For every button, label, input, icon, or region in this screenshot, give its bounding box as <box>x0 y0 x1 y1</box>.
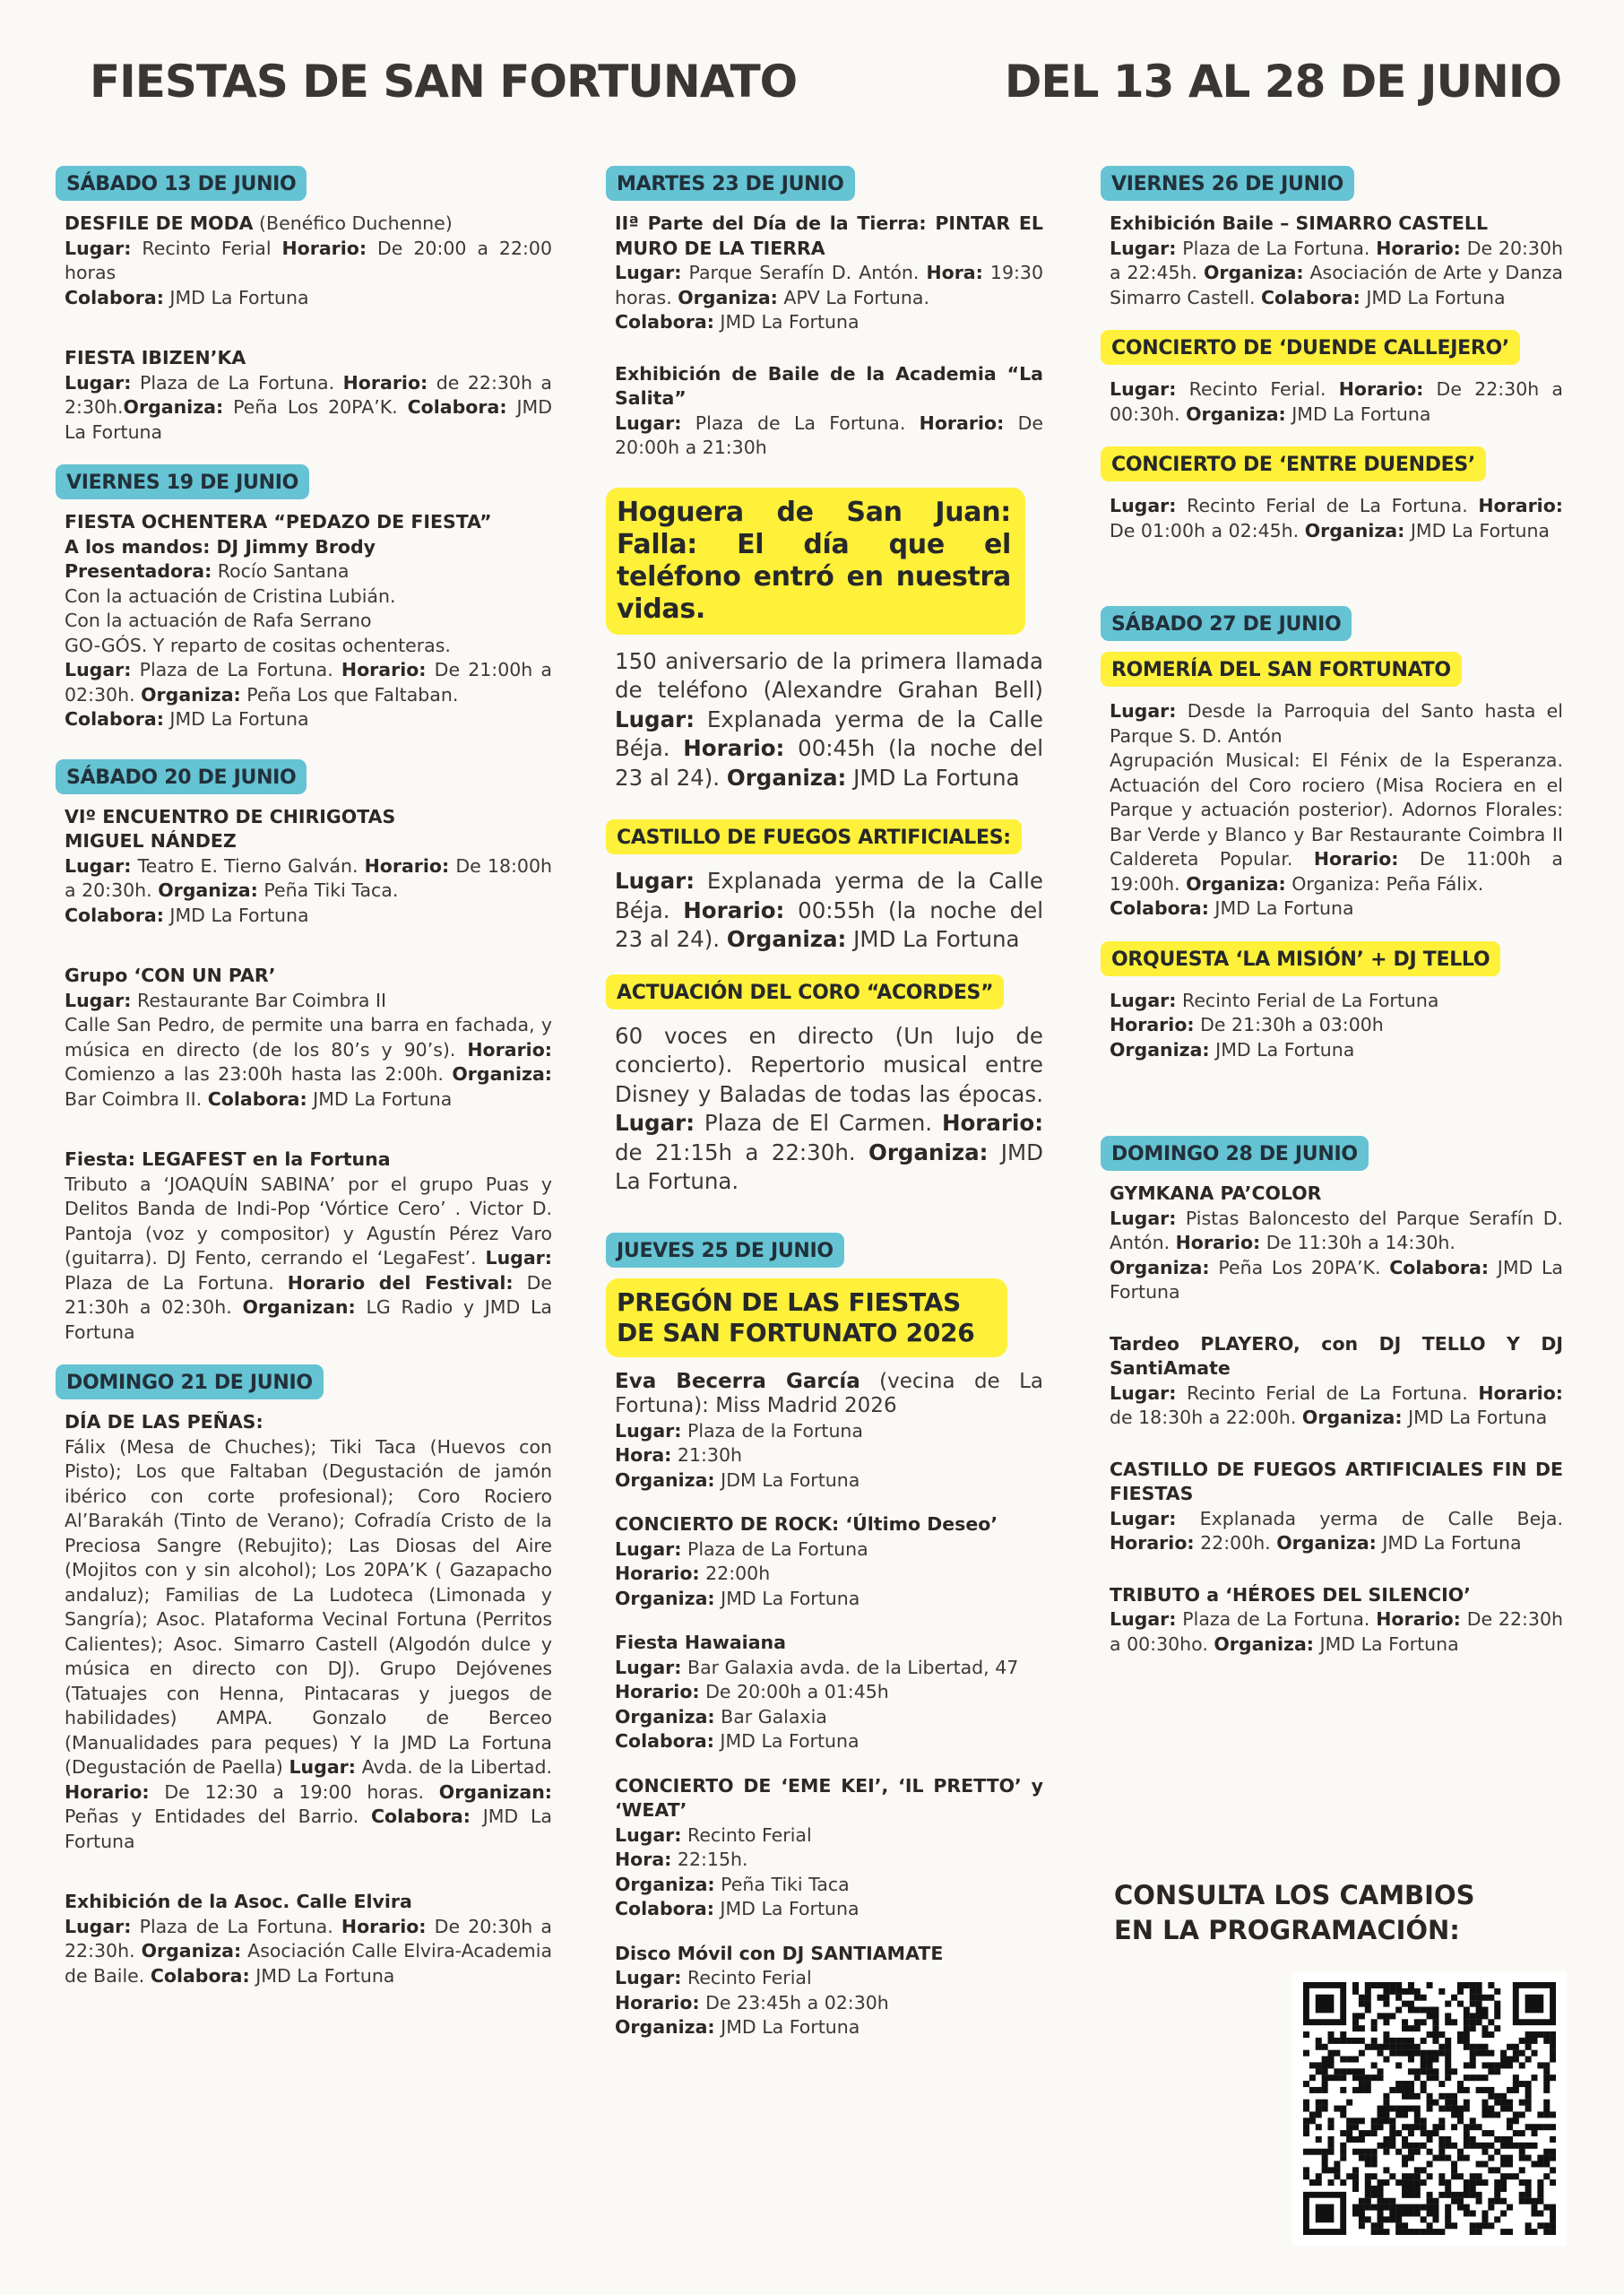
event-title: Fiesta Hawaiana <box>615 1632 786 1653</box>
event-con-un-par: Grupo ‘CON UN PAR’ Lugar: Restaurante Bar Coimbra II Calle San Pedro, de permite una barra en fachada, y música en directo (de los 80’s y 90’s). Horario: Comienzo a las 23:00h hasta las 2:00h. Organiza: Bar Coimbra II. Colabora: JMD La Fortuna <box>65 965 552 1110</box>
tag-castillo-fuegos: CASTILLO DE FUEGOS ARTIFICIALES: <box>606 819 1022 854</box>
tag-pregon: PREGÓN DE LAS FIESTAS DE SAN FORTUNATO 2026 <box>606 1278 1007 1357</box>
event-duende-callejero: Lugar: Recinto Ferial. Horario: De 22:30h a 00:30h. Organiza: JMD La Fortuna <box>1110 378 1563 425</box>
day-header-sabado-13: SÁBADO 13 DE JUNIO <box>56 166 307 201</box>
event-title: CONCIERTO DE ROCK: ‘Último Deseo’ <box>615 1513 998 1535</box>
qr-code-icon[interactable] <box>1292 1971 1567 2246</box>
event-disco-movil: Disco Móvil con DJ SANTIAMATE Lugar: Recinto Ferial Horario: De 23:45h a 02:30h Organiza: JMD La Fortuna <box>615 1942 1043 2040</box>
page-title: FIESTAS DE SAN FORTUNATO <box>90 56 798 108</box>
event-chirigotas: VIº ENCUENTRO DE CHIRIGOTAS MIGUEL NÁNDEZ Lugar: Teatro E. Tierno Galván. Horario: De 18:00h a 20:30h. Organiza: Peña Tiki Taca. Colabora: JMD La Fortuna <box>65 805 552 926</box>
event-fiesta-ochentera: FIESTA OCHENTERA “PEDAZO DE FIESTA” A los mandos: DJ Jimmy Brody Presentadora: Rocío Santana Con la actuación de Cristina Lubián. Con la actuación de Rafa Serrano GO-GÓS. Y reparto de cositas ochenteras. Lugar: Plaza de La Fortuna. Horario: De 21:00h a 02:30h. Organiza: Peña Los que Faltaban. Colabora: JMD La Fortuna <box>65 511 552 730</box>
tag-orquesta-la-mision: ORQUESTA ‘LA MISIÓN’ + DJ TELLO <box>1101 941 1500 976</box>
event-coro: 60 voces en directo (Un lujo de concierto). Repertorio musical entre Disney y Baladas de todas las épocas. Lugar: Plaza de El Carmen. Horario: de 21:15h a 22:30h. Organiza: JMD La Fortuna. <box>615 1022 1043 1194</box>
day-header-viernes-26: VIERNES 26 DE JUNIO <box>1101 166 1354 201</box>
event-castillo: Lugar: Explanada yerma de la Calle Béja. Horario: 00:55h (la noche del 23 al 24). Organiza: JMD La Fortuna <box>615 868 1044 952</box>
event-title: Tardeo PLAYERO, con DJ TELLO Y DJ SantiAmate <box>1110 1332 1563 1379</box>
event-fiesta-hawaiana: Fiesta Hawaiana Lugar: Bar Galaxia avda. de la Libertad, 47 Horario: De 20:00h a 01:45h Organiza: Bar Galaxia Colabora: JMD La Fortuna <box>615 1631 1043 1754</box>
day-header-sabado-20: SÁBADO 20 DE JUNIO <box>56 759 307 794</box>
event-concierto-eme-kei: CONCIERTO DE ‘EME KEI’, ‘IL PRETTO’ y ‘WEAT’ Lugar: Recinto Ferial Hora: 22:15h. Organiza: Peña Tiki Taca Colabora: JMD La Fortuna <box>615 1774 1043 1919</box>
tag-romeria: ROMERÍA DEL SAN FORTUNATO <box>1101 652 1462 687</box>
event-tributo-heroes: TRIBUTO a ‘HÉROES DEL SILENCIO’ Lugar: Plaza de La Fortuna. Horario: De 22:30h a 00:30ho. Organiza: JMD La Fortuna <box>1110 1583 1563 1655</box>
event-title: FIESTA OCHENTERA “PEDAZO DE FIESTA” <box>65 511 492 533</box>
event-tardeo-playero: Tardeo PLAYERO, con DJ TELLO Y DJ SantiAmate Lugar: Recinto Ferial de La Fortuna. Horario: de 18:30h a 22:00h. Organiza: JMD La Fortuna <box>1110 1332 1563 1428</box>
event-title: DÍA DE LAS PEÑAS: <box>65 1411 263 1433</box>
event-title: Fiesta: LEGAFEST en la Fortuna <box>65 1148 391 1170</box>
day-header-domingo-28: DOMINGO 28 DE JUNIO <box>1101 1136 1369 1171</box>
event-orquesta: Lugar: Recinto Ferial de La Fortuna Horario: De 21:30h a 03:00h Organiza: JMD La Fortuna <box>1110 989 1439 1061</box>
consulta-cambios-heading: CONSULTA LOS CAMBIOS EN LA PROGRAMACIÓN: <box>1114 1880 1475 1945</box>
day-header-martes-23: MARTES 23 DE JUNIO <box>606 166 855 201</box>
event-desfile-moda: DESFILE DE MODA (Benéfico Duchenne) Lugar: Recinto Ferial Horario: De 20:00 a 22:00 horas Colabora: JMD La Fortuna <box>65 212 552 308</box>
event-dia-de-las-penas: DÍA DE LAS PEÑAS: Fálix (Mesa de Chuches); Tiki Taca (Huevos con Pisto); Los que Faltaban (Degustación de jamón ibérico con corte profesional); Coro Rociero Al’Barakáh (Tinto de Verano); Cofradía Cristo de la Preciosa Sangre (Rebujito); Las Diosas del Aire (Mojitos con y sin alcohol); Los 20PA’K ( Gazapacho andaluz); Familias de La Ludoteca (Limonada y Sangría); Asoc. Plataforma Vecinal Fortuna (Perritos Calientes); Asoc. Simarro Castell (Algodón dulce y música en directo con DJ). Grupo Dejóvenes (Tatuajes con Henna, Pintacaras y juegos de habilidades) AMPA. Gonzalo de Berceo (Manualidades para peques) Y la JMD La Fortuna (Degustación de Paella) Lugar: Avda. de la Libertad. Horario: De 12:30 a 19:00 horas. Organizan: Peñas y Entidades del Barrio. Colabora: JMD La Fortuna <box>65 1411 552 1852</box>
tag-duende-callejero: CONCIERTO DE ‘DUENDE CALLEJERO’ <box>1101 330 1520 365</box>
event-title: GYMKANA PA’COLOR <box>1110 1182 1322 1204</box>
event-calle-elvira: Exhibición de la Asoc. Calle Elvira Lugar: Plaza de La Fortuna. Horario: De 20:30h a 22:30h. Organiza: Asociación Calle Elvira-Academia de Baile. Colabora: JMD La Fortuna <box>65 1891 553 1987</box>
column-3 <box>1101 166 1568 1657</box>
tag-entre-duendes: CONCIERTO DE ‘ENTRE DUENDES’ <box>1101 446 1486 481</box>
date-range-title: DEL 13 AL 28 DE JUNIO <box>1004 56 1561 108</box>
event-dia-de-la-tierra: IIª Parte del Día de la Tierra: PINTAR EL MURO DE LA TIERRA Lugar: Parque Serafín D. Antón. Hora: 19:30 horas. Organiza: APV La Fortuna. Colabora: JMD La Fortuna <box>615 212 1043 333</box>
event-title: TRIBUTO a ‘HÉROES DEL SILENCIO’ <box>1110 1583 1471 1606</box>
event-title: Exhibición de Baile de la Academia “La Salita” <box>615 362 1043 409</box>
tag-hoguera-san-juan: Hoguera de San Juan: Falla: El día que el teléfono entró en nuestra vidas. <box>606 488 1025 635</box>
event-title: CONCIERTO DE ‘EME KEI’, ‘IL PRETTO’ y ‘WEAT’ <box>615 1774 1043 1821</box>
day-header-domingo-21: DOMINGO 21 DE JUNIO <box>56 1364 324 1399</box>
event-title: FIESTA IBIZEN’KA <box>65 347 246 368</box>
qr-code-image <box>1303 1982 1556 2235</box>
day-header-jueves-25: JUEVES 25 DE JUNIO <box>606 1233 844 1268</box>
event-title: IIª Parte del Día de la Tierra: PINTAR EL MURO DE LA TIERRA <box>615 212 1043 259</box>
event-hoguera: 150 aniversario de la primera llamada de teléfono (Alexandre Grahan Bell) Lugar: Explanada yerma de la Calle Béja. Horario: 00:45h (la noche del 23 al 24). Organiza: JMD La Fortuna <box>615 647 1044 791</box>
event-la-salita: Exhibición de Baile de la Academia “La Salita” Lugar: Plaza de La Fortuna. Horario: De 20:00h a 21:30h <box>615 362 1043 458</box>
column-2 <box>606 166 1049 2040</box>
event-romeria: Lugar: Desde la Parroquia del Santo hasta el Parque S. D. Antón Agrupación Musical: El Fénix de la Esperanza. Actuación del Coro rociero (Misa Rociera en el Parque y actuación posterior). Adornos Florales: Bar Verde y Blanco y Bar Restaurante Coimbra II Caldereta Popular. Horario: De 11:00h a 19:00h. Organiza: Organiza: Peña Fálix. Colabora: JMD La Fortuna <box>1110 700 1563 919</box>
event-title: Grupo ‘CON UN PAR’ <box>65 965 276 986</box>
event-pregon: Eva Becerra García (vecina de La Fortuna): Miss Madrid 2026 Lugar: Plaza de la Fortuna Hora: 21:30h Organiza: JDM La Fortuna <box>615 1369 1043 1491</box>
event-simarro-castell: Exhibición Baile – SIMARRO CASTELL Lugar: Plaza de La Fortuna. Horario: De 20:30h a 22:45h. Organiza: Asociación de Arte y Danza Simarro Castell. Colabora: JMD La Fortuna <box>1110 212 1563 308</box>
event-fiesta-ibizenka: FIESTA IBIZEN’KA Lugar: Plaza de La Fortuna. Horario: de 22:30h a 2:30h.Organiza: Peña Los 20PA’K. Colabora: JMD La Fortuna <box>65 347 552 443</box>
event-entre-duendes: Lugar: Recinto Ferial de La Fortuna. Horario: De 01:00h a 02:45h. Organiza: JMD La Fortuna <box>1110 495 1563 541</box>
day-header-sabado-27: SÁBADO 27 DE JUNIO <box>1101 606 1352 641</box>
event-title: CASTILLO DE FUEGOS ARTIFICIALES FIN DE FIESTAS <box>1110 1458 1563 1504</box>
event-title: Exhibición de la Asoc. Calle Elvira <box>65 1891 412 1912</box>
day-header-viernes-19: VIERNES 19 DE JUNIO <box>56 464 309 499</box>
tag-coro-acordes: ACTUACIÓN DEL CORO “ACORDES” <box>606 974 1004 1009</box>
event-legafest: Fiesta: LEGAFEST en la Fortuna Tributo a ‘JOAQUÍN SABINA’ por el grupo Puas y Delitos Banda de Indi-Pop ‘Vórtice Cero’ . Victor D. Pantoja (voz y compositor) y Agustín Pérez Varo (guitarra). DJ Fento, cerrando el ‘LegaFest’. Lugar: Plaza de La Fortuna. Horario del Festival: De 21:30h a 02:30h. Organizan: LG Radio y JMD La Fortuna <box>65 1148 553 1343</box>
event-concierto-rock: CONCIERTO DE ROCK: ‘Último Deseo’ Lugar: Plaza de La Fortuna Horario: 22:00h Organiza: JMD La Fortuna <box>615 1512 1043 1611</box>
event-castillo-fin-fiestas: CASTILLO DE FUEGOS ARTIFICIALES FIN DE FIESTAS Lugar: Explanada yerma de Calle Beja. Horario: 22:00h. Organiza: JMD La Fortuna <box>1110 1458 1563 1554</box>
event-title: VIº ENCUENTRO DE CHIRIGOTAS <box>65 805 396 827</box>
event-title: Disco Móvil con DJ SANTIAMATE <box>615 1942 944 1964</box>
event-gymkana: GYMKANA PA’COLOR Lugar: Pistas Baloncesto del Parque Serafín D. Antón. Horario: De 11:30h a 14:30h. Organiza: Peña Los 20PA’K. Colabora: JMD La Fortuna <box>1110 1182 1563 1303</box>
event-title: Exhibición Baile – SIMARRO CASTELL <box>1110 212 1489 234</box>
event-title: DESFILE DE MODA <box>65 212 254 234</box>
column-1 <box>56 166 557 1988</box>
